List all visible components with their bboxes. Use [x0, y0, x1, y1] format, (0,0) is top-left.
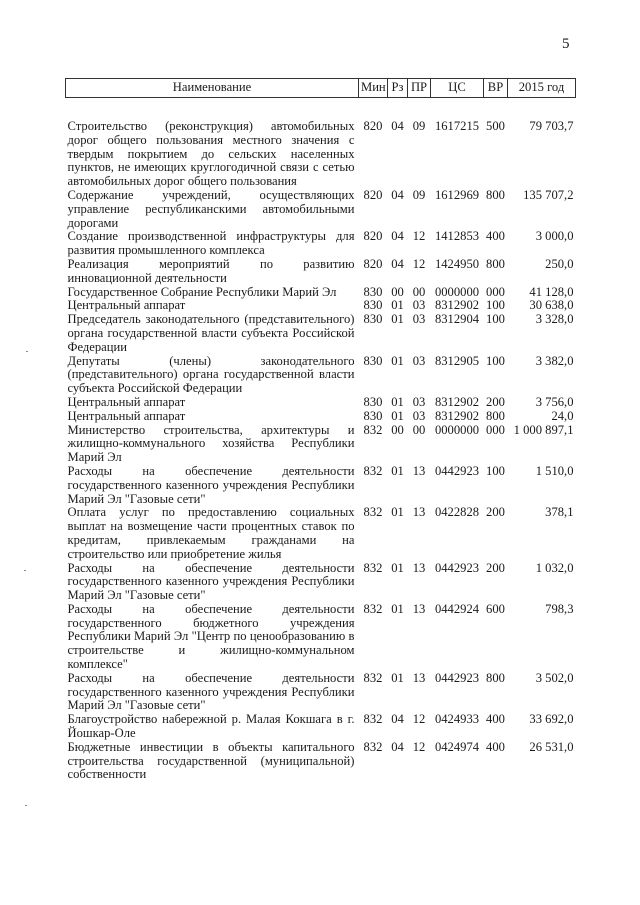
- row-name: Строительство (реконструкция) автомобильных дорог общего пользования местного значения с твердым покрытием до сельских населенных пунктов, не имеющих круглогодичной связи с сетью автомобильных дорог общего пользования: [67, 119, 355, 189]
- row-min: 832: [363, 560, 383, 575]
- row-cs: 8312904: [434, 312, 480, 327]
- row-cs: 0442923: [434, 463, 480, 478]
- row-min: 832: [363, 670, 383, 685]
- row-min: 832: [363, 422, 383, 437]
- row-vr: 000: [486, 422, 505, 437]
- table-row: [66, 313, 576, 354]
- row-pr: 13: [412, 601, 426, 616]
- row-cs: 8312902: [434, 394, 480, 409]
- row-cs: 0424974: [434, 739, 480, 754]
- row-amount: 250,0: [545, 256, 574, 271]
- row-amount: 1 032,0: [535, 560, 574, 575]
- header-vr: ВР: [484, 79, 508, 98]
- row-rz: 01: [391, 353, 404, 368]
- row-vr: 100: [486, 463, 505, 478]
- row-rz: 04: [391, 119, 404, 133]
- row-cs: 0000000: [434, 284, 480, 299]
- row-name: Центральный аппарат: [67, 298, 186, 313]
- table-row: [66, 396, 576, 410]
- row-pr: 09: [412, 119, 426, 133]
- row-vr: 400: [486, 712, 505, 727]
- row-rz: 01: [391, 408, 404, 423]
- row-cs: 8312902: [434, 408, 480, 423]
- row-pr: 12: [412, 739, 426, 754]
- row-rz: 01: [391, 463, 404, 478]
- header-pr: ПР: [408, 79, 431, 98]
- row-vr: 200: [486, 505, 505, 520]
- row-name: Бюджетные инвестиции в объекты капитального строительства государственной (муниципальной) собственности: [67, 739, 355, 782]
- margin-mark: [25, 805, 27, 806]
- row-min: 830: [363, 353, 383, 368]
- row-pr: 03: [412, 353, 426, 368]
- table-row: [66, 424, 576, 465]
- row-cs: 0442924: [434, 601, 480, 616]
- row-pr: 03: [412, 408, 426, 423]
- row-amount: 1 510,0: [535, 463, 574, 478]
- row-cs: 0442923: [434, 670, 480, 685]
- header-min: Мин: [359, 79, 388, 98]
- row-cs: 1424950: [434, 256, 480, 271]
- row-min: 820: [363, 119, 383, 133]
- row-min: 830: [363, 284, 383, 299]
- row-rz: 00: [391, 284, 404, 299]
- row-amount: 41 128,0: [529, 284, 574, 299]
- row-min: 832: [363, 712, 383, 727]
- row-pr: 12: [412, 256, 426, 271]
- row-min: 820: [363, 187, 383, 202]
- row-min: 820: [363, 256, 383, 271]
- row-amount: 1 000 897,1: [513, 422, 574, 437]
- row-rz: 04: [391, 739, 404, 754]
- row-amount: 26 531,0: [529, 739, 574, 754]
- table-row: [66, 189, 576, 230]
- row-vr: 000: [486, 284, 505, 299]
- row-vr: 100: [486, 298, 505, 313]
- row-cs: 0424933: [434, 712, 480, 727]
- row-amount: 378,1: [545, 505, 574, 520]
- row-cs: 8312902: [434, 298, 480, 313]
- row-name: Расходы на обеспечение деятельности государственного казенного учреждения Республики Марий Эл "Газовые сети": [67, 670, 355, 713]
- row-vr: 800: [486, 670, 505, 685]
- row-min: 832: [363, 505, 383, 520]
- row-min: 830: [363, 394, 383, 409]
- table-header: [66, 79, 576, 98]
- header-cs: ЦС: [431, 79, 484, 98]
- table-row: [66, 465, 576, 506]
- row-name: Создание производственной инфраструктуры для развития промышленного комплекса: [67, 229, 355, 258]
- row-amount: 135 707,2: [523, 187, 574, 202]
- row-name: Расходы на обеспечение деятельности государственного казенного учреждения Республики Марий Эл "Газовые сети": [67, 560, 355, 603]
- row-min: 832: [363, 739, 383, 754]
- header-name: Наименование: [66, 79, 359, 98]
- row-amount: 33 692,0: [529, 712, 574, 727]
- row-rz: 01: [391, 601, 404, 616]
- row-amount: 3 756,0: [535, 394, 574, 409]
- table-row: [66, 230, 576, 258]
- table-row: [66, 299, 576, 313]
- row-rz: 01: [391, 560, 404, 575]
- row-name: Расходы на обеспечение деятельности государственного казенного учреждения Республики Марий Эл "Газовые сети": [67, 463, 355, 506]
- row-pr: 03: [412, 312, 426, 327]
- table-row: [66, 562, 576, 603]
- margin-mark: [26, 351, 28, 352]
- row-vr: 500: [486, 119, 505, 133]
- table-row: [66, 713, 576, 741]
- row-name: Депутаты (члены) законодательного (представительного) органа государственной власти субъекта Российской Федерации: [67, 353, 355, 396]
- row-vr: 100: [486, 312, 505, 327]
- row-pr: 00: [412, 422, 426, 437]
- row-name: Оплата услуг по предоставлению социальных выплат на возмещение части процентных ставок по кредитам, привлекаемым гражданами на строительство или приобретение жилья: [67, 505, 355, 561]
- row-vr: 100: [486, 353, 505, 368]
- row-min: 820: [363, 229, 383, 244]
- table-row: [66, 603, 576, 672]
- row-min: 830: [363, 298, 383, 313]
- row-amount: 3 328,0: [535, 312, 574, 327]
- row-pr: 13: [412, 463, 426, 478]
- table-row: [66, 286, 576, 300]
- row-rz: 01: [391, 298, 404, 313]
- header-year: 2015 год: [508, 79, 576, 98]
- row-amount: 3 382,0: [535, 353, 574, 368]
- table-row: [66, 410, 576, 424]
- row-name: Расходы на обеспечение деятельности государственного бюджетного учреждения Республики Марий Эл "Центр по ценообразованию в строительстве и жилищно-коммунальном комплексе": [67, 601, 355, 672]
- margin-mark: [24, 570, 26, 571]
- row-pr: 13: [412, 560, 426, 575]
- row-cs: 0422828: [434, 505, 480, 520]
- row-cs: 0000000: [434, 422, 480, 437]
- row-rz: 04: [391, 712, 404, 727]
- row-cs: 0442923: [434, 560, 480, 575]
- table-row: [66, 672, 576, 713]
- row-vr: 800: [486, 408, 505, 423]
- row-cs: 1617215: [434, 119, 480, 133]
- row-rz: 01: [391, 312, 404, 327]
- row-amount: 24,0: [551, 408, 574, 423]
- row-name: Председатель законодательного (представительного) органа государственной власти субъекта Российской Федерации: [67, 312, 355, 354]
- row-rz: 01: [391, 505, 404, 520]
- row-rz: 01: [391, 670, 404, 685]
- row-rz: 00: [391, 422, 404, 437]
- row-vr: 600: [486, 601, 505, 616]
- page-number: 5: [562, 36, 570, 52]
- header-rz: Рз: [388, 79, 408, 98]
- row-cs: 8312905: [434, 353, 480, 368]
- row-pr: 03: [412, 394, 426, 409]
- row-pr: 03: [412, 298, 426, 313]
- table-row: [66, 355, 576, 396]
- row-pr: 13: [412, 505, 426, 520]
- table-row: [66, 741, 576, 782]
- row-vr: 200: [486, 394, 505, 409]
- row-vr: 800: [486, 187, 505, 202]
- row-min: 830: [363, 408, 383, 423]
- row-rz: 01: [391, 394, 404, 409]
- row-vr: 400: [486, 229, 505, 244]
- row-vr: 200: [486, 560, 505, 575]
- row-name: Реализация мероприятий по развитию инновационной деятельности: [67, 256, 355, 285]
- row-cs: 1612969: [434, 187, 480, 202]
- row-rz: 04: [391, 229, 404, 244]
- row-name: Министерство строительства, архитектуры и жилищно-коммунального хозяйства Республики Марий Эл: [67, 422, 355, 465]
- row-pr: 00: [412, 284, 426, 299]
- row-pr: 12: [412, 229, 426, 244]
- row-amount: 79 703,7: [529, 119, 574, 133]
- row-amount: 3 502,0: [535, 670, 574, 685]
- table-row: [66, 98, 576, 189]
- table-row: [66, 258, 576, 286]
- row-vr: 400: [486, 739, 505, 754]
- row-pr: 13: [412, 670, 426, 685]
- row-rz: 04: [391, 256, 404, 271]
- row-amount: 30 638,0: [529, 298, 574, 313]
- row-rz: 04: [391, 187, 404, 202]
- row-name: Центральный аппарат: [67, 408, 186, 423]
- row-name: Центральный аппарат: [67, 394, 186, 409]
- row-pr: 09: [412, 187, 426, 202]
- table-row: [66, 506, 576, 561]
- row-amount: 3 000,0: [535, 229, 574, 244]
- row-amount: 798,3: [545, 601, 574, 616]
- row-name: Благоустройство набережной р. Малая Кокшага в г. Йошкар-Оле: [67, 712, 355, 741]
- row-cs: 1412853: [434, 229, 480, 244]
- row-min: 832: [363, 601, 383, 616]
- row-pr: 12: [412, 712, 426, 727]
- row-min: 832: [363, 463, 383, 478]
- row-vr: 800: [486, 256, 505, 271]
- row-name: Содержание учреждений, осуществляющих управление республиканскими автомобильными дорогами: [67, 187, 355, 230]
- row-min: 830: [363, 312, 383, 327]
- budget-table: [65, 78, 576, 782]
- row-name: Государственное Собрание Республики Марий Эл: [67, 284, 337, 299]
